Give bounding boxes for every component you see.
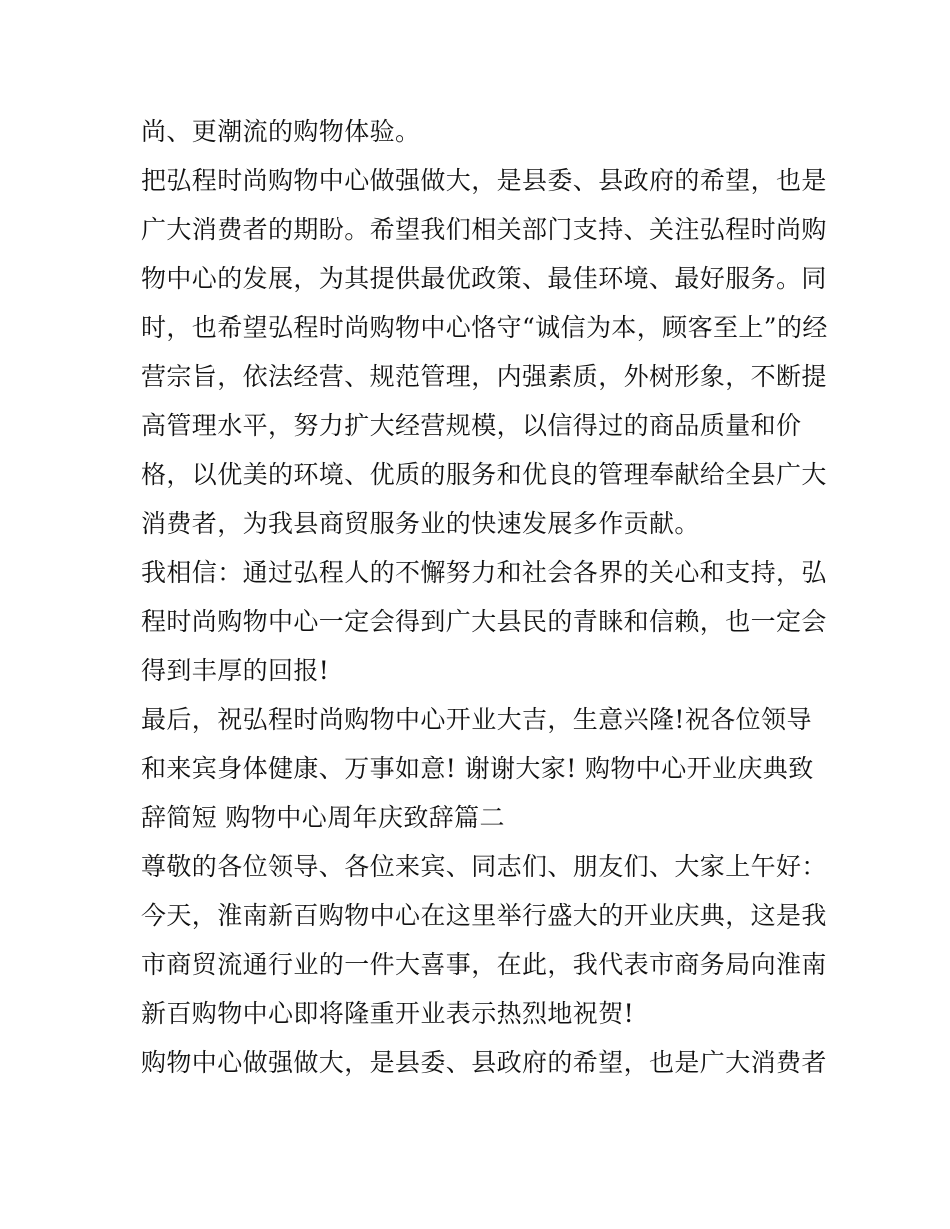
text-line: 物中心的发展，为其提供最优政策、最佳环境、最好服务。同: [141, 264, 827, 293]
text-line: 消费者，为我县商贸服务业的快速发展多作贡献。: [141, 509, 700, 538]
text-line: 今天，淮南新百购物中心在这里举行盛大的开业庆典，这是我: [141, 901, 827, 930]
text-line: 市商贸流通行业的一件大喜事，在此，我代表市商务局向淮南: [141, 950, 827, 979]
text-line: 把弘程时尚购物中心做强做大，是县委、县政府的希望，也是: [141, 166, 827, 195]
text-line: 新百购物中心即将隆重开业表示热烈地祝贺!: [141, 999, 635, 1028]
text-line: 程时尚购物中心一定会得到广大县民的青睐和信赖，也一定会: [141, 607, 827, 636]
text-line: 购物中心做强做大，是县委、县政府的希望，也是广大消费者: [141, 1048, 827, 1077]
text-line: 和来宾身体健康、万事如意! 谢谢大家! 购物中心开业庆典致: [141, 754, 814, 783]
text-line: 营宗旨，依法经营、规范管理，内强素质，外树形象，不断提: [141, 362, 827, 391]
body-text: [141, 107, 841, 1087]
text-line: 最后，祝弘程时尚购物中心开业大吉，生意兴隆!祝各位领导: [141, 705, 812, 734]
text-line: 高管理水平，努力扩大经营规模，以信得过的商品质量和价: [141, 411, 802, 440]
text-line: 广大消费者的期盼。希望我们相关部门支持、关注弘程时尚购: [141, 215, 827, 244]
text-line: 时，也希望弘程时尚购物中心恪守“诚信为本，顾客至上”的经: [141, 313, 828, 342]
text-line: 辞简短 购物中心周年庆致辞篇二: [141, 803, 505, 832]
text-line: 格，以优美的环境、优质的服务和优良的管理奉献给全县广大: [141, 460, 827, 489]
text-line: 尊敬的各位领导、各位来宾、同志们、朋友们、大家上午好：: [141, 852, 827, 881]
text-line: 得到丰厚的回报!: [141, 656, 330, 685]
text-line: 我相信：通过弘程人的不懈努力和社会各界的关心和支持，弘: [141, 558, 827, 587]
text-line: 尚、更潮流的购物体验。: [141, 117, 421, 146]
